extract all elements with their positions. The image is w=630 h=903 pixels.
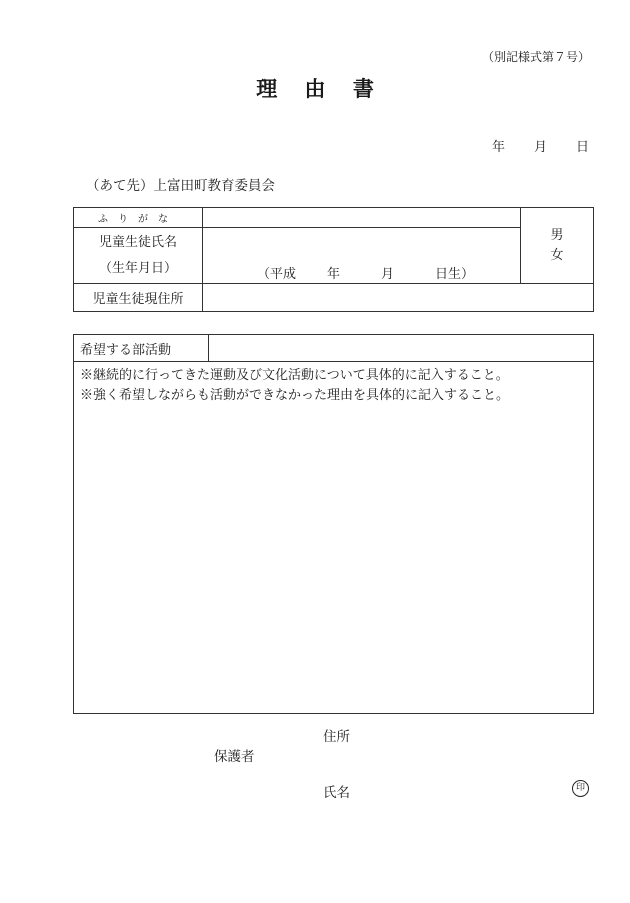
club-field[interactable] — [209, 335, 594, 362]
guardian-address-label: 住所 — [323, 729, 350, 745]
student-name-field[interactable] — [203, 228, 521, 284]
address-field[interactable] — [203, 284, 594, 312]
seal-icon: 印 — [572, 780, 589, 797]
date-year: 年 — [492, 140, 506, 155]
addressee: （あて先）上富田町教育委員会 — [86, 178, 275, 194]
instruction-note-1: ※継続的に行ってきた運動及び文化活動について具体的に記入すること。 — [80, 368, 509, 383]
birthdate-line — [203, 261, 520, 283]
club-label: 希望する部活動 — [74, 335, 209, 362]
form-number: （別記様式第７号） — [481, 50, 590, 64]
birth-era: （平成 — [257, 267, 297, 282]
instruction-note-2: ※強く希望しながらも活動ができなかった理由を具体的に記入すること。 — [80, 388, 510, 403]
birth-year: 年 — [327, 267, 341, 282]
birthdate-label: （生年月日） — [98, 260, 177, 276]
title-char-3: 書 — [352, 76, 374, 101]
guardian-label: 保護者 — [214, 749, 255, 765]
gender-cell[interactable] — [521, 208, 594, 284]
title-char-2: 由 — [304, 76, 326, 101]
date-day: 日 — [576, 140, 590, 155]
reason-box[interactable] — [74, 362, 594, 714]
furigana-label: ふりがな — [74, 208, 203, 228]
furigana-field[interactable] — [203, 208, 521, 228]
title-char-1: 理 — [256, 76, 278, 101]
address-label: 児童生徒現住所 — [74, 284, 203, 312]
birth-month: 月 — [381, 267, 395, 282]
gender-male: 男 — [550, 227, 564, 243]
guardian-name-label: 氏名 — [323, 785, 350, 801]
date-month: 月 — [534, 140, 548, 155]
birth-day: 日生） — [435, 267, 475, 282]
name-label-cell — [74, 228, 203, 284]
document-title — [0, 73, 630, 103]
gender-female: 女 — [550, 247, 564, 263]
student-info-table — [73, 207, 594, 312]
student-name-label: 児童生徒氏名 — [98, 234, 177, 250]
club-table — [73, 334, 594, 714]
